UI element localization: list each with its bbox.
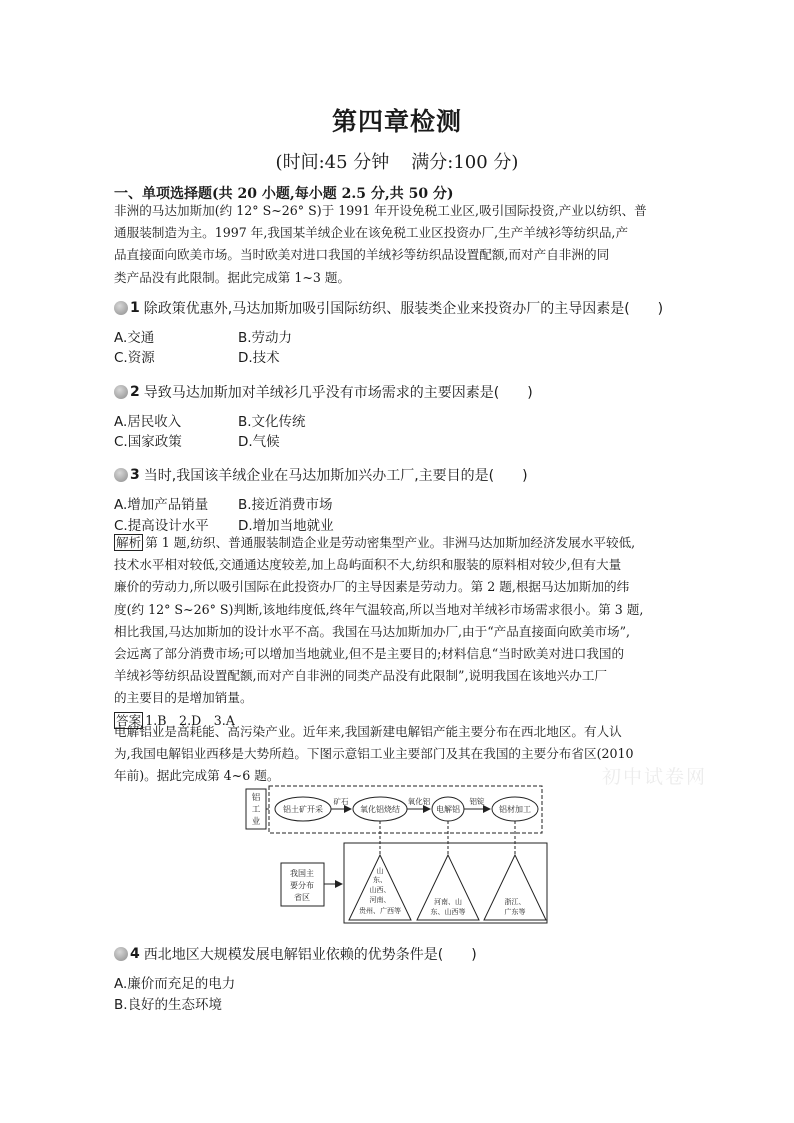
region-label-line: 省区 xyxy=(294,893,310,902)
passage-line: 类产品没有此限制。据此完成第 1~3 题。 xyxy=(114,269,351,285)
watermark: 初中试卷网 xyxy=(602,766,708,788)
exam-time: (时间:45 分钟 xyxy=(275,152,390,173)
option-a: A.廉价而充足的电力 xyxy=(114,976,236,992)
question-number: 3 xyxy=(130,467,140,483)
passage-line: 年前)。据此完成第 4~6 题。 xyxy=(114,768,280,784)
region-label-line: 要分布 xyxy=(290,881,314,890)
analysis-text: 第 1 题,纺织、普通服装制造企业是劳动密集型产业。非洲马达加斯加经济发展水平较低, xyxy=(145,535,636,550)
option-a: A.交通 xyxy=(114,330,155,346)
arrow-label: 铝锭 xyxy=(469,797,485,806)
question-4 xyxy=(114,944,477,964)
question-marker-icon xyxy=(114,947,128,961)
option-b: B.劳动力 xyxy=(238,330,293,346)
arrow-label: 氧化铝 xyxy=(407,797,431,806)
option-c: C.资源 xyxy=(114,350,155,366)
analysis-line: 廉价的劳动力,所以吸引国际在此投资办厂的主导因素是劳动力。第 2 题,根据马达加斯加的纬 xyxy=(114,579,630,595)
node-label: 铝土矿开采 xyxy=(283,805,323,814)
question-number: 4 xyxy=(130,946,140,962)
question-text: 当时,我国该羊绒企业在马达加斯加兴办工厂,主要目的是( ) xyxy=(143,468,528,484)
industry-label-char: 工 xyxy=(251,805,261,815)
answer-tag: 答案 xyxy=(116,712,142,728)
region-text: 东、 xyxy=(373,876,387,884)
arrow-label: 矿石 xyxy=(333,797,349,806)
option-b: B.文化传统 xyxy=(238,414,306,430)
question-number: 1 xyxy=(130,300,140,316)
option-d: D.增加当地就业 xyxy=(238,518,334,534)
option-c: C.提高设计水平 xyxy=(114,518,209,534)
option-a: A.增加产品销量 xyxy=(114,497,209,513)
node-label: 铝材加工 xyxy=(499,805,531,814)
passage-line: 非洲的马达加斯加(约 12° S~26° S)于 1991 年开设免税工业区,吸引国际投资,产业以纺织、普 xyxy=(114,203,647,218)
option-d: D.气候 xyxy=(238,434,280,450)
industry-label-char: 铝 xyxy=(251,793,261,803)
region-text: 山西、 xyxy=(369,886,391,894)
exam-score: 满分:100 分) xyxy=(411,152,519,173)
passage-line: 通服装制造为主。1997 年,我国某羊绒企业在该免税工业区投资办厂,生产羊绒衫等纺织品,产 xyxy=(114,225,629,241)
question-text: 导致马达加斯加对羊绒衫几乎没有市场需求的主要因素是( ) xyxy=(143,385,533,401)
question-text: 除政策优惠外,马达加斯加吸引国际纺织、服装类企业来投资办厂的主导因素是( ) xyxy=(143,301,664,317)
region-text: 河南、 xyxy=(369,896,391,904)
analysis-line: 会远离了部分消费市场;可以增加当地就业,但不是主要目的;材料信息“当时欧美对进口我国的 xyxy=(114,646,625,662)
region-text: 浙江、 xyxy=(504,898,526,906)
passage-line: 电解铝业是高耗能、高污染产业。近年来,我国新建电解铝产能主要分布在西北地区。有人认 xyxy=(114,724,622,739)
passage-line: 为,我国电解铝业西移是大势所趋。下图示意铝工业主要部门及其在我国的主要分布省区(2010 xyxy=(114,746,634,762)
analysis-line: 相比我国,马达加斯加的设计水平不高。我国在马达加斯加办厂,由于“产品直接面向欧美市场”, xyxy=(114,623,631,639)
option-d: D.技术 xyxy=(238,350,280,366)
region-text: 东、山西等 xyxy=(430,908,466,916)
option-c: C.国家政策 xyxy=(114,434,182,450)
option-a: A.居民收入 xyxy=(114,414,182,430)
analysis-line: 度(约 12° S~26° S)判断,该地纬度低,终年气温较高,所以当地对羊绒衫市场需求很小。第 3 题, xyxy=(114,601,644,617)
page-title: 第四章检测 xyxy=(331,107,462,136)
analysis-line: 的主要目的是增加销量。 xyxy=(114,690,253,706)
region-text: 山 xyxy=(376,867,384,875)
option-b: B.良好的生态环境 xyxy=(114,997,223,1013)
node-label: 氧化铝烧结 xyxy=(360,805,400,814)
question-number: 2 xyxy=(130,384,140,400)
passage-line: 品直接面向欧美市场。当时欧美对进口我国的羊绒衫等纺织品设置配额,而对产自非洲的同 xyxy=(114,247,610,263)
section-heading: 一、单项选择题(共 20 小题,每小题 2.5 分,共 50 分) xyxy=(114,186,454,202)
region-text: 贵州、广西等 xyxy=(359,907,401,915)
option-b: B.接近消费市场 xyxy=(238,497,333,513)
region-label-line: 我国主 xyxy=(290,869,314,878)
question-text: 西北地区大规模发展电解铝业依赖的优势条件是( ) xyxy=(143,947,477,963)
analysis-line: 技术水平相对较低,交通通达度较差,加上岛屿面积不大,纺织和服装的原料相对较少,但有大量 xyxy=(114,557,622,573)
answer-text: 1.B 2.D 3.A xyxy=(145,712,235,728)
region-text: 河南、山 xyxy=(434,898,462,906)
analysis-line: 羊绒衫等纺织品设置配额,而对产自非洲的同类产品没有此限制”,说明我国在该地兴办工厂 xyxy=(114,668,608,684)
industry-label-char: 业 xyxy=(251,817,261,827)
region-text: 广东等 xyxy=(504,908,526,916)
analysis-tag: 解析 xyxy=(116,535,142,550)
node-label: 电解铝 xyxy=(436,805,460,814)
